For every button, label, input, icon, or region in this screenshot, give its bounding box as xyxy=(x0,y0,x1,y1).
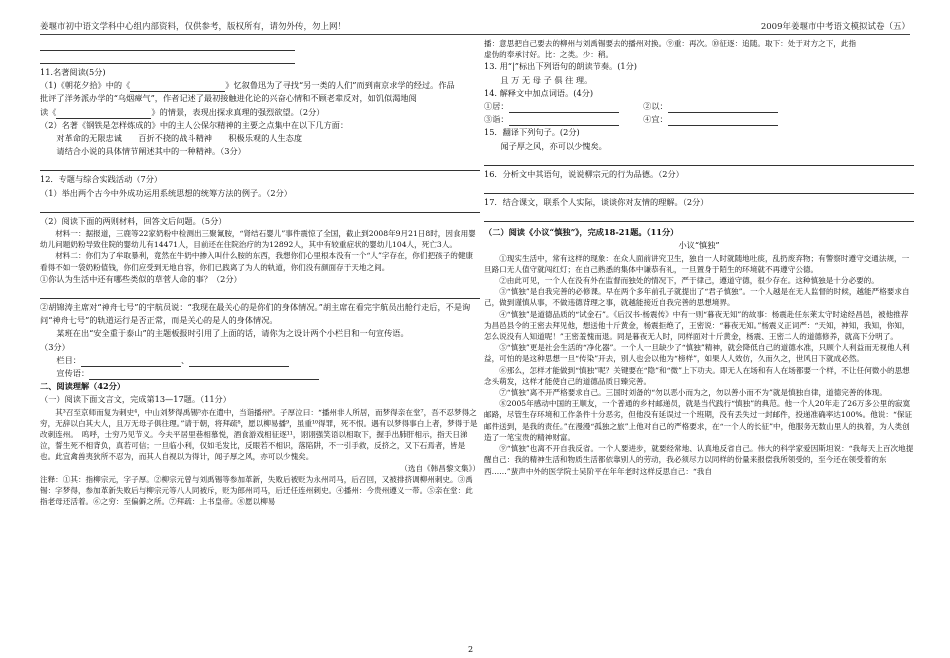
para-1: ①现实生活中，常有这样的现象：在众人面前讲究卫生，独自一人时就随地吐痰，乱扔废弃物；有警察时遵守交通法规，一旦路口无人值守就闯红灯；在自己熟悉的集体中谦恭有礼，一旦置身于陌生的环境就不再遵守公德。 xyxy=(484,253,910,274)
q14-row-1: ①居： ②以： xyxy=(484,100,914,113)
q14-blank-4[interactable] xyxy=(668,116,778,126)
q15: 15．翻译下列句子。(2分) xyxy=(484,127,580,138)
annotations: 注释：①其：指柳宗元，字子厚。②柳宗元曾与刘禹锡等参加革新，失败后被贬为永州司马，后召回，又被排挤调柳州刺史。③禹锡：字梦得，参加革新失败后与柳宗元等八人同被斥，贬为郎州司马，后迁任连州刺史。④播州：今贵州遵义一带。⑤亲在堂：此指老母还活着。⑥之穷：至偏僻之所。⑦拜疏：上书皇帝。⑧愿以柳易 xyxy=(40,474,473,507)
q11-2c: 请结合小说的具体情节阐述其中的一种精神。（3分） xyxy=(56,146,246,157)
classical-source: （选自《韩昌黎文集》） xyxy=(400,463,480,473)
answer-line xyxy=(484,155,914,166)
q11-title: 11.名著阅读(5分) xyxy=(40,67,106,77)
page-header xyxy=(40,20,910,35)
q13-sentence: 且 万 无 母 子 俱 往 理。 xyxy=(500,74,593,85)
column-row: 栏目： 、 xyxy=(40,354,480,367)
answer-line xyxy=(40,288,480,299)
material-question-2: ②胡锦涛主席对“神舟七号”的宇航员说：“我现在最关心的是你们的身体情况。”胡主席在看完宇航员出舱行走后，不是询问“神舟七号”的轨道运行是否正常，而是关心的是人的身体情况。 xyxy=(40,302,471,326)
material-1: 材料一：据报道，三鹿等22家奶粉中检测出三聚氰胺，“肾结石婴儿”事件震惊了全国，截止到2008年9月21日8时，因食用婴幼儿问题奶粉导致住院的婴幼儿有14471人，目前还在住院治疗的为12892人，其中有较重症状的婴幼儿104人，死亡3人。 xyxy=(40,229,476,250)
column-blank-2[interactable] xyxy=(189,357,289,367)
para-2: ②由此可见，一个人在没有外在监督而独处的情况下，严于律己，遵道守德，很少存在。这种慎独是十分必要的。 xyxy=(499,276,879,286)
para-3: ③“慎独”是自我完善的必修课。早在两个多年前孔子就提出了“君子慎独”。一个人越是在无人监督的时候，越能严格要求自己，做到谨慎从事，不做违德背理之事，就越能接近自我完善的思想境界。 xyxy=(484,287,910,308)
section-2-1: （一）阅读下面文言文，完成第13—17题。（11分） xyxy=(40,394,231,405)
q11-1: （1)《朝花夕拾》中的《 》忆叙鲁迅为了寻找“另一类的人们”而到南京求学的经过。作品 xyxy=(40,79,480,92)
para-7: ⑦“慎独”离不开严格要求自己。三国时刘备的“勿以恶小而为之，勿以善小而不为”就是慎独自律，道德完善的体现。 xyxy=(499,388,887,398)
answer-line xyxy=(484,183,914,194)
q11-1c: 批评了洋务派办学的“乌烟瘴气”，作者记述了最初接触进化论的兴奋心情和不顾老辈反对，如饥似渴地阅 xyxy=(40,93,417,104)
classical-text: 其³召至京师而复为刺史⁴，中山刘梦得禹锡⁵亦在遣中，当诣播州⁶。子厚泣曰：“播州非人所居，而梦得亲在堂⁷，吾不忍梦得之穷，无辞以白其大人，且万无母子俱往理。”请于朝，将拜疏⁸，愿以柳易播⁹，虽重¹⁰得罪，死不恨。遇有以梦得事白上者，梦得于是改刺连州。 呜呼，士穷乃见节义。今夫平居里巷相慕悦，酒食游戏相征逐¹¹，诩诩强笑语以相取下，握手出肺肝相示，指天日涕泣，誓生死不相背负，真若可信；一旦临小利，仅如毛发比，反眼若不相识，落陷阱，不一引手救，反挤之，又下石焉者，皆是也。此宜禽兽夷狄所不忍为，而其人自视以为得计，闻子厚之风，亦可以少愧矣。 xyxy=(40,407,478,462)
answer-line xyxy=(40,53,295,64)
answer-line xyxy=(40,40,295,51)
annotations-cont: 播：意思把自己要去的柳州与刘禹锡要去的播州对换。⑨重：再次。⑩征逐：追随。取下：处于对方之下，此指 xyxy=(484,39,857,48)
right-column xyxy=(484,38,914,477)
header-right: 2009年姜堰市中考语文模拟试卷（五） xyxy=(760,22,910,32)
para-9: ⑨“慎独”也离不开自我反省。一个人要进步，就要经常地、认真地反省自己。伟大的科学家爱因斯坦说：“我每天上百次地提醒自己：我的精神生活和物质生活都依靠别人的劳动，我必须尽力以同样的份量来报偿我所领受的，至今还在领受着的东西……”蜚声中外的医学院士吴阶平在年年老时这样反思自己：“我自 xyxy=(484,444,914,476)
q11-1d: 读《 》的情景，表现出探求真理的强烈欲望。（2分） xyxy=(40,106,480,119)
section-b-title: （二）阅读《小议“慎独”》，完成18-21题。（11分） xyxy=(484,227,679,238)
para-6: ⑥那么，怎样才能做到“慎独”呢？关键要在“隐”和“微”上下功夫。即无人在场和有人在场都要一个样，不让任何微小的思想念头萌发，这样才能使自己的道德品质日臻完善。 xyxy=(484,365,910,386)
answer-blank[interactable] xyxy=(56,109,151,119)
q11-2b: 对革命的无限忠诚 百折不挠的战斗精神 积极乐观的人生态度 xyxy=(56,133,303,144)
q14-row-2: ③诣： ④宜： xyxy=(484,113,914,126)
slogan-blank[interactable] xyxy=(89,370,319,380)
answer-line xyxy=(484,211,914,222)
q14: 14. 解释文中加点词语。(4分) xyxy=(484,87,594,98)
answer-line xyxy=(40,202,480,213)
column-blank-1[interactable] xyxy=(81,357,181,367)
page-number: 2 xyxy=(468,645,474,654)
material-question-1: ①你认为生活中还有哪些类似的草菅人命的事？（2分） xyxy=(40,273,242,284)
q16: 16．分析文中其语句，说说柳宗元的行为品德。（2分） xyxy=(484,168,684,179)
material-question-4: （3分） xyxy=(40,341,70,352)
slogan-row: 宣传语： xyxy=(40,367,480,380)
para-5: ⑤“慎独”更是社会生活的“净化器”。一个人一旦缺少了“慎独”精神，就会降低自己的道德水准，只顾个人利益而无视他人利益，可怕的是这种思想一旦“传染”开去，别人也会以他为“榜样”，如果人人效仿，久而久之，世风日下就成必然。 xyxy=(484,343,910,364)
q17: 17．结合课文，联系个人实际，谈谈你对友情的理解。（2分） xyxy=(484,197,709,208)
answer-line xyxy=(40,160,480,171)
q14-blank-1[interactable] xyxy=(509,103,619,113)
q15-sentence: 闻子厚之风，亦可以少愧矣。 xyxy=(500,140,607,151)
article-title: 小议“慎独” xyxy=(678,240,720,251)
q12-title: 12．专题与综合实践活动（7分） xyxy=(40,174,163,185)
q12-2: （2）阅读下面的两则材料，回答文后问题。（5分） xyxy=(40,215,227,226)
left-column xyxy=(40,38,480,508)
answer-blank[interactable] xyxy=(130,82,225,92)
q13: 13. 用“|”标出下列语句的朗读节奏。(1分) xyxy=(484,61,637,72)
para-4: ④“慎独”是道德品质的“试金石”。《后汉书·杨震传》中有一则“暮夜无知”的故事：杨震赴任东莱太守时途经昌邑，被他推荐为昌邑县令的王密去拜见他，想送他十斤黄金，杨震拒绝了，王密说：“暮夜无知。”杨震义正词严：“天知，神知，我知，你知，怎么说没有人知道呢！”王密羞愧而退。同是暮夜无人时，同样面对十斤黄金，杨震、王密二人的道德修养，就高下分明了。 xyxy=(484,309,910,342)
material-question-3: 某班在出“安全重于泰山”的主题板报时引用了上面的话，请你为之设计两个小栏目和一句宣传语。 xyxy=(56,328,409,339)
header-left: 姜堰市初中语文学科中心组内部资料，仅供参考，版权所有，请勿外传，勿上网！ xyxy=(40,22,347,32)
q11-2: （2）名著《钢铁是怎样炼成的》中的主人公保尔精神的主要之点集中在以下几方面： xyxy=(40,119,349,130)
material-2: 材料二：你们为了牟取暴利，竟然在牛奶中掺入叫什么胺的东西，我想你们心里根本没有一个“人”字存在，你们把孩子的健康看得不如一袋奶粉值钱，你们应受到无地自容，你们已践离了为人的轨道，你们没有颜面存于天地之间。 xyxy=(40,251,474,272)
q14-blank-3[interactable] xyxy=(509,116,619,126)
q12-1: （1）举出两个古今中外成功运用系统思想的统筹方法的例子。（2分） xyxy=(40,187,292,198)
para-8: ⑧2005年感动中国的王顺友，一个普通的乡村邮递员，就是当代践行“慎独”的典范。他一个人20年走了26万多公里的寂寞邮路，尽管生存环境和工作条件十分恶劣，但他没有延误过一个班期，没有丢失过一封邮件，投递准确率达100%。他说：“保证邮件送到，是我的责任。”在漫漫“孤独之旅”上他对自己的严格要求，在“一个人的长征”中，他服务无数山里人的执着，为人类创造了一笔宝贵的精神财富。 xyxy=(484,399,913,442)
q14-blank-2[interactable] xyxy=(668,103,778,113)
section-2-title: 二、阅读理解（42分） xyxy=(40,381,126,392)
annotations-cont-2: 虚伪的奉承讨好。比：之类。少：稍。 xyxy=(484,50,614,60)
